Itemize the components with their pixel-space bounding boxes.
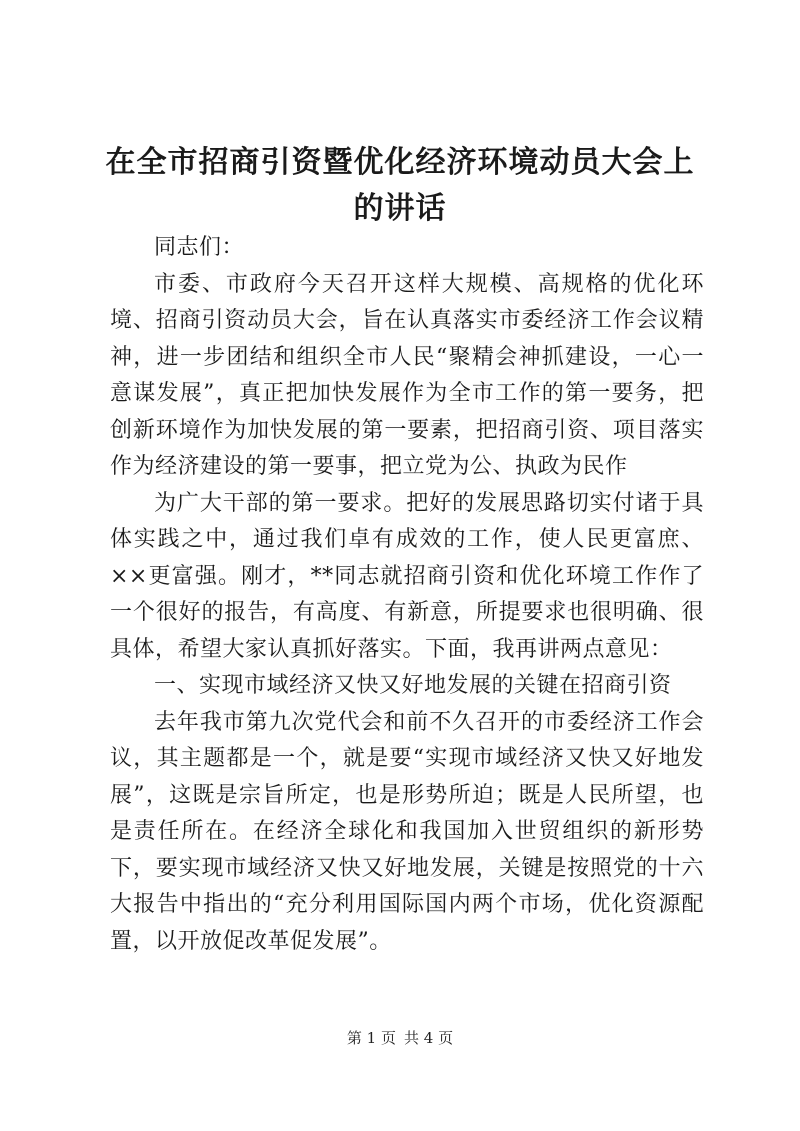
page-total: 共 4 页 bbox=[404, 1029, 454, 1047]
body-paragraph: 去年我市第九次党代会和前不久召开的市委经济工作会议，其主题都是一个，就是要“实现市域经济又快又好地发展”，这既是宗旨所定，也是形势所迫；既是人民所望，也是责任所在。在经济全球化和我国加入世贸组织的新形势下，要实现市域经济又快又好地发展，关键是按照党的十六大报告中指出的“充分利用国际国内两个市场，优化资源配置，以开放促改革促发展”。 bbox=[110, 709, 704, 954]
body-paragraph: 为广大干部的第一要求。把好的发展思路切实付诸于具体实践之中，通过我们卓有成效的工作，使人民更富庶、××更富强。刚才，**同志就招商引资和优化环境工作作了一个很好的报告，有高度、有新意，所提要求也很明确、很具体，希望大家认真抓好落实。下面，我再讲两点意见： bbox=[110, 490, 704, 662]
body-paragraph: 市委、市政府今天召开这样大规模、高规格的优化环境、招商引资动员大会，旨在认真落实市委经济工作会议精神，进一步团结和组织全市人民“聚精会神抓建设，一心一意谋发展”，真正把加快发展作为全市工作的第一要务，把创新环境作为加快发展的第一要素，把招商引资、项目落实作为经济建设的第一要事，把立党为公、执政为民作 bbox=[110, 271, 704, 479]
page-footer bbox=[0, 1028, 800, 1048]
document-title: 在全市招商引资暨优化经济环境动员大会上的讲话 bbox=[105, 145, 695, 226]
page-number: 第 1 页 bbox=[346, 1029, 396, 1047]
section-heading: 一、实现市域经济又快又好地发展的关键在招商引资 bbox=[154, 673, 672, 698]
document-body bbox=[110, 230, 704, 960]
salutation-paragraph: 同志们： bbox=[154, 235, 245, 260]
